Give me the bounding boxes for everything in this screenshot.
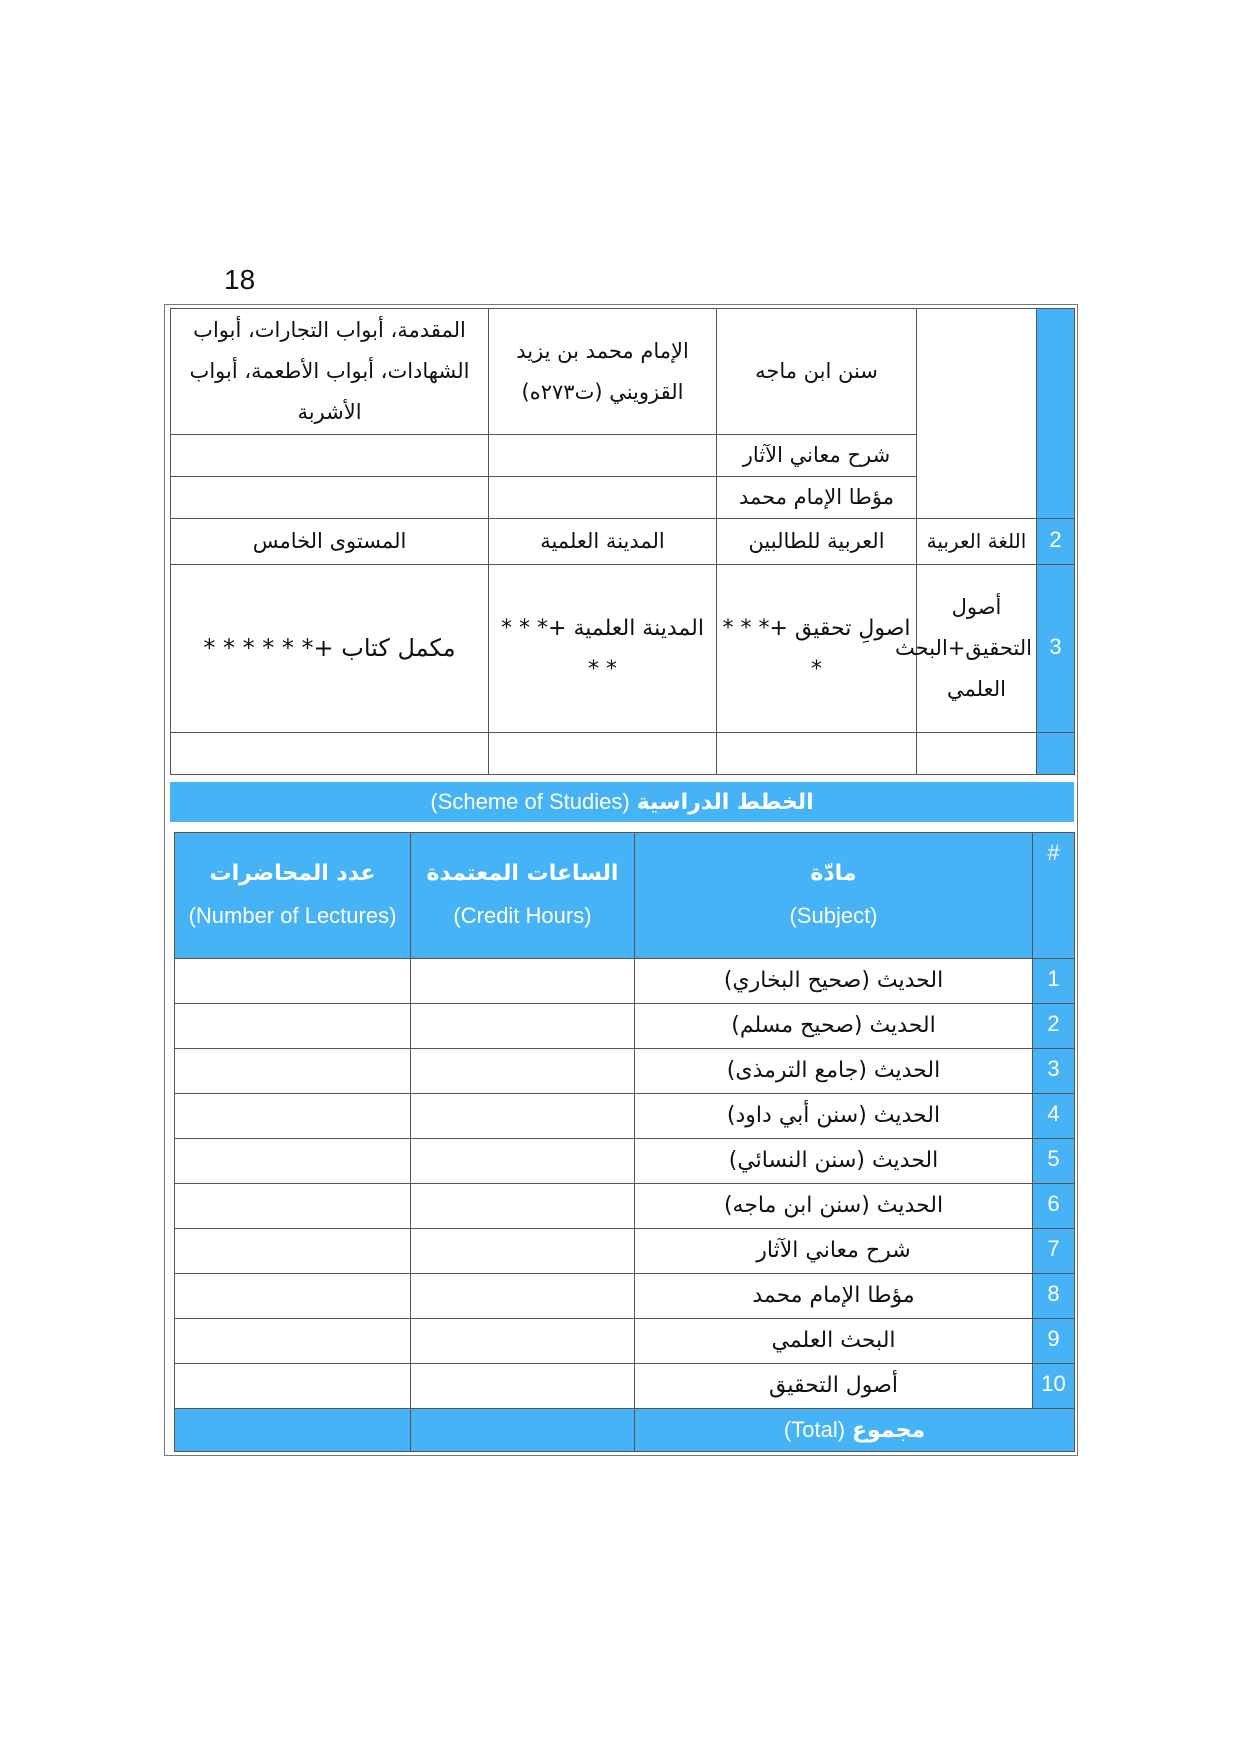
table-row: [171, 565, 1075, 733]
row-number-cell: 2: [1037, 519, 1075, 565]
lectures-header-en: (Number of Lectures): [188, 903, 397, 928]
row-number-cell: 1: [1033, 959, 1075, 1004]
row-number-cell: [1037, 309, 1075, 519]
row-number-cell: [1037, 733, 1075, 775]
row-number-cell: 2: [1033, 1004, 1075, 1049]
table-row: [175, 1184, 1075, 1229]
credit-header-en: (Credit Hours): [453, 903, 592, 928]
books-table: [170, 308, 1075, 775]
book-cell: العربية للطالبين: [717, 519, 917, 565]
subject-cell: الحديث (سنن ابن ماجه): [635, 1184, 1033, 1229]
credit-cell: [411, 1094, 635, 1139]
total-label-ar: مجموع: [852, 1418, 926, 1443]
subject-cell: الحديث (صحيح مسلم): [635, 1004, 1033, 1049]
subject-cell: الحديث (جامع الترمذى): [635, 1049, 1033, 1094]
lectures-cell: [175, 1274, 411, 1319]
header-row: [175, 833, 1075, 959]
banner-english: (Scheme of Studies): [430, 789, 630, 814]
author-cell: المدينة العلمية: [489, 519, 717, 565]
subject-cell: اللغة العربية: [917, 519, 1037, 565]
subject-cell: أصول التحقيق: [635, 1364, 1033, 1409]
book-cell: شرح معاني الآثار: [717, 435, 917, 477]
table-row: [171, 309, 1075, 435]
table-row: [175, 1049, 1075, 1094]
row-number-cell: 4: [1033, 1094, 1075, 1139]
lectures-cell: [175, 1004, 411, 1049]
subject-header: [635, 833, 1033, 959]
chapters-cell: [171, 733, 489, 775]
row-number-cell: 6: [1033, 1184, 1075, 1229]
table-row: [175, 1139, 1075, 1184]
chapters-cell: المستوى الخامس: [171, 519, 489, 565]
author-cell: الإمام محمد بن يزيد القزويني (ت٢٧٣ه): [489, 309, 717, 435]
subject-header-en: (Subject): [789, 903, 878, 928]
lectures-cell: [175, 1094, 411, 1139]
author-cell: [489, 435, 717, 477]
table-row: [171, 519, 1075, 565]
row-number-cell: 3: [1037, 565, 1075, 733]
scheme-banner: [170, 782, 1074, 822]
lectures-cell: [175, 1049, 411, 1094]
chapters-cell: مکمل کتاب +* * * * * *: [171, 565, 489, 733]
row-number-cell: 10: [1033, 1364, 1075, 1409]
page-number: 18: [224, 264, 256, 295]
subject-cell: الحديث (صحيح البخاري): [635, 959, 1033, 1004]
subject-cell: [917, 309, 1037, 519]
total-label-cell: [635, 1409, 1075, 1452]
table-row: [175, 959, 1075, 1004]
chapters-cell: المقدمة، أبواب التجارات، أبواب الشهادات، أبواب الأطعمة، أبواب الأشربة: [171, 309, 489, 435]
table-row: [175, 1229, 1075, 1274]
lectures-total-cell: [175, 1409, 411, 1452]
credit-cell: [411, 1364, 635, 1409]
credit-cell: [411, 959, 635, 1004]
credit-cell: [411, 1139, 635, 1184]
credit-cell: [411, 1184, 635, 1229]
lectures-cell: [175, 1364, 411, 1409]
credit-hours-header: [411, 833, 635, 959]
credit-header-ar: الساعات المعتمدة: [426, 861, 619, 886]
total-label-en: (Total): [783, 1417, 846, 1442]
author-cell: المدينة العلمية +* * * * *: [489, 565, 717, 733]
author-cell: [489, 733, 717, 775]
lectures-cell: [175, 1319, 411, 1364]
subject-header-ar: مادّة: [810, 861, 857, 886]
book-cell: سنن ابن ماجه: [717, 309, 917, 435]
lectures-header: [175, 833, 411, 959]
chapters-cell: [171, 477, 489, 519]
total-row: [175, 1409, 1075, 1452]
subject-cell: مؤطا الإمام محمد: [635, 1274, 1033, 1319]
subject-cell: الحديث (سنن النسائي): [635, 1139, 1033, 1184]
subject-cell: أصول التحقيق+البحث العلمي: [917, 565, 1037, 733]
book-cell: [717, 733, 917, 775]
banner-arabic: الخطط الدراسية: [636, 790, 814, 815]
credit-cell: [411, 1274, 635, 1319]
table-row: [171, 733, 1075, 775]
row-number-cell: 5: [1033, 1139, 1075, 1184]
table-row: [175, 1319, 1075, 1364]
credit-total-cell: [411, 1409, 635, 1452]
lectures-cell: [175, 1139, 411, 1184]
row-number-cell: 9: [1033, 1319, 1075, 1364]
table-row: [175, 1094, 1075, 1139]
row-number-cell: 8: [1033, 1274, 1075, 1319]
lectures-cell: [175, 1184, 411, 1229]
book-cell: اصولِ تحقیق +* * * *: [717, 565, 917, 733]
row-number-cell: 3: [1033, 1049, 1075, 1094]
table-row: [175, 1364, 1075, 1409]
table-row: [175, 1274, 1075, 1319]
credit-cell: [411, 1319, 635, 1364]
subject-cell: الحديث (سنن أبي داود): [635, 1094, 1033, 1139]
book-cell: مؤطا الإمام محمد: [717, 477, 917, 519]
subject-cell: البحث العلمي: [635, 1319, 1033, 1364]
subject-cell: [917, 733, 1037, 775]
credit-cell: [411, 1004, 635, 1049]
lectures-cell: [175, 959, 411, 1004]
credit-cell: [411, 1049, 635, 1094]
table-row: [175, 1004, 1075, 1049]
credit-cell: [411, 1229, 635, 1274]
row-number-cell: 7: [1033, 1229, 1075, 1274]
author-cell: [489, 477, 717, 519]
subject-cell: شرح معاني الآثار: [635, 1229, 1033, 1274]
hash-header: #: [1033, 833, 1075, 959]
lectures-cell: [175, 1229, 411, 1274]
chapters-cell: [171, 435, 489, 477]
lectures-header-ar: عدد المحاضرات: [209, 861, 376, 886]
scheme-table: [174, 832, 1075, 1452]
